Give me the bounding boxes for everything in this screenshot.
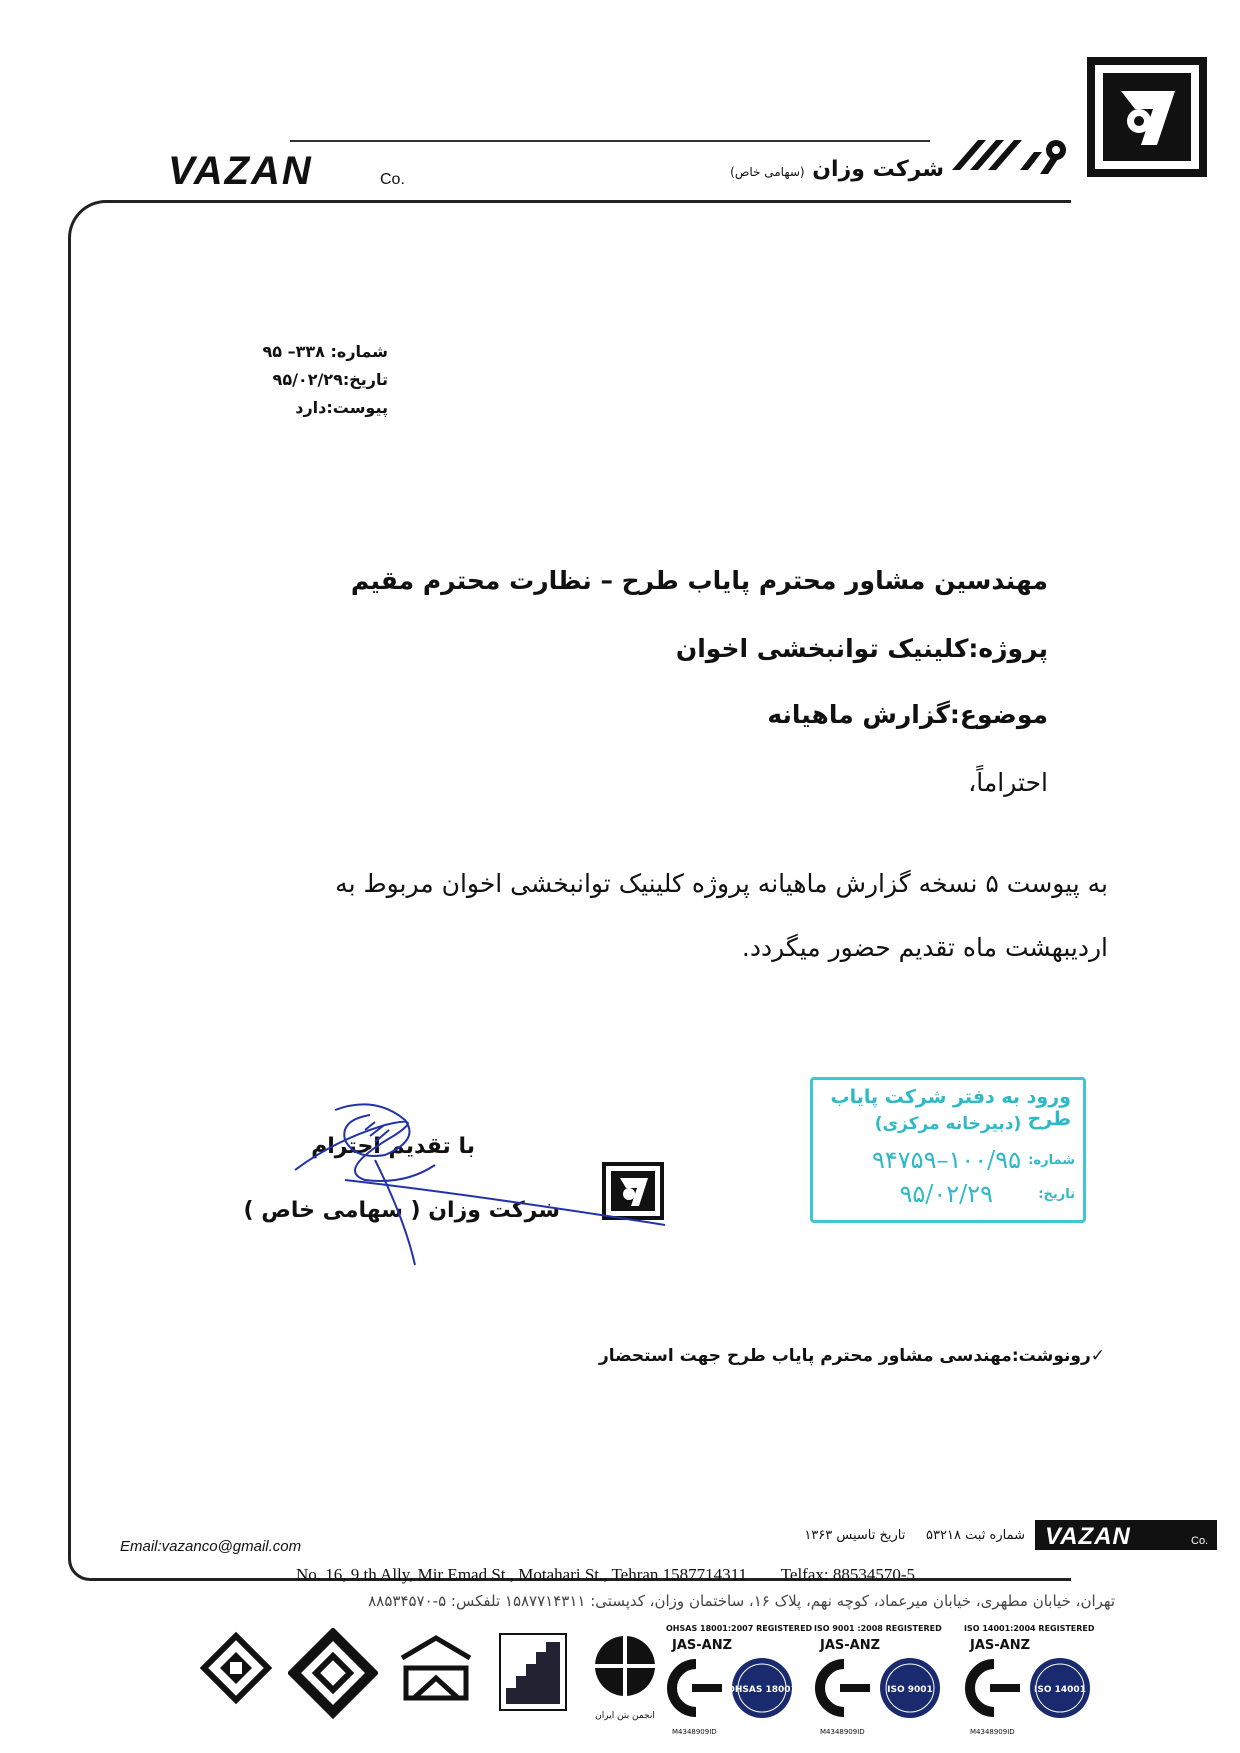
stamp-number-label: شماره: bbox=[1028, 1153, 1075, 1168]
founded-date: تاریخ تاسیس ۱۳۶۳ bbox=[804, 1528, 906, 1543]
cc-text: رونوشت:مهندسی مشاور محترم پایاب طرح جهت استحضار bbox=[599, 1346, 1091, 1366]
cert-seal-text: ISO 14001 bbox=[1034, 1685, 1086, 1695]
body-line-2: اردیبهشت ماه تقدیم حضور میگردد. bbox=[741, 933, 1108, 962]
check-mark-icon: ✓ bbox=[1090, 1346, 1105, 1366]
footer-email: Email:vazanco@gmail.com bbox=[120, 1538, 302, 1555]
cert-iso9001 bbox=[814, 1624, 954, 1738]
association-logo-1-icon bbox=[196, 1628, 276, 1728]
addressee: مهندسین مشاور محترم پایاب طرح – نظارت محترم مقیم bbox=[350, 566, 1048, 595]
cert-caption: ISO 14001:2004 REGISTERED bbox=[964, 1624, 1095, 1633]
footer-address-en bbox=[296, 1565, 915, 1585]
cert-mark: JAS-ANZ bbox=[970, 1638, 1031, 1653]
cert-caption: ISO 9001 :2008 REGISTERED bbox=[814, 1624, 942, 1633]
cert-code: M4348909ID bbox=[672, 1728, 717, 1736]
cert-seal-icon bbox=[814, 1654, 954, 1724]
certification-logos bbox=[196, 1624, 1116, 1738]
address-en: No. 16, 9 th Ally, Mir Emad St., Motahari St., Tehran 1587714311 bbox=[296, 1565, 748, 1584]
cert-seal-text: ISO 9001 bbox=[887, 1685, 933, 1695]
registration-number: شماره ثبت ۵۳۲۱۸ bbox=[926, 1528, 1025, 1543]
company-type: (سهامی خاص) bbox=[730, 165, 805, 179]
cert-code: M4348909ID bbox=[970, 1728, 1015, 1736]
cert-ohsas bbox=[666, 1624, 813, 1738]
association-logo-2-icon bbox=[288, 1628, 378, 1728]
letter-attachment: پیوست:دارد bbox=[295, 398, 388, 417]
cert-seal-text: OHSAS 18001 bbox=[727, 1685, 797, 1695]
project-line: پروژه:کلینیک توانبخشی اخوان bbox=[675, 634, 1048, 663]
letter-date: تاریخ:۹۵/۰۲/۲۹ bbox=[272, 370, 388, 389]
stamp-date-label: تاریخ: bbox=[1038, 1187, 1075, 1202]
stamp-number-value: ۱۰۰/۹۵–۹۴۷۵۹ bbox=[872, 1146, 1021, 1174]
greeting: احتراماً، bbox=[968, 768, 1048, 797]
footer-brand: VAZAN bbox=[1045, 1523, 1131, 1550]
association-logo-4-icon bbox=[496, 1628, 570, 1728]
cert-seal-icon bbox=[666, 1654, 806, 1724]
signature-company: شرکت وزان ( سهامی خاص ) bbox=[243, 1198, 560, 1223]
cert-seal-icon bbox=[964, 1654, 1104, 1724]
vazan-persian-wordmark-icon bbox=[948, 130, 1078, 180]
association-caption: انجمن بتن ایران bbox=[595, 1711, 655, 1721]
brand-latin-suffix: Co. bbox=[380, 171, 405, 188]
vazan-latin-logo-icon bbox=[168, 150, 408, 192]
stamp-subtitle: (دبیرخانه مرکزی) bbox=[874, 1114, 1022, 1134]
cert-code: M4348909ID bbox=[820, 1728, 865, 1736]
vazan-logo-icon bbox=[1087, 57, 1207, 177]
letter-number: شماره: ۳۳۸– ۹۵ bbox=[262, 342, 388, 361]
association-logo-3-icon bbox=[396, 1628, 476, 1728]
footer-registration-line bbox=[804, 1528, 1025, 1543]
body-line-1: به پیوست ۵ نسخه گزارش ماهیانه پروژه کلینیک توانبخشی اخوان مربوط به bbox=[335, 869, 1108, 898]
footer-vazan-logo-icon bbox=[1035, 1520, 1217, 1550]
telfax-en: Telfax: 88534570-5 bbox=[780, 1565, 916, 1584]
brand-latin: VAZAN bbox=[168, 150, 313, 192]
iran-concrete-association-logo-icon bbox=[590, 1628, 660, 1728]
footer-address-fa: تهران، خیابان مطهری، خیابان میرعماد، کوچه نهم، پلاک ۱۶، ساختمان وزان، کدپستی: ۱۵۸۷۷۱۴۳۱۱ تلفکس: ۵-۸۸۵۳۴۵۷۰ bbox=[368, 1592, 1115, 1610]
cc-line bbox=[599, 1346, 1105, 1366]
handwritten-signature bbox=[275, 1100, 675, 1270]
stamp-date-value: ۹۵/۰۲/۲۹ bbox=[899, 1180, 993, 1208]
stamp-title: ورود به دفتر شرکت پایاب طرح bbox=[830, 1086, 1071, 1130]
letterhead-rule bbox=[290, 140, 930, 142]
company-name bbox=[644, 157, 944, 182]
footer-brand-suffix: Co. bbox=[1191, 1535, 1209, 1547]
cert-iso14001 bbox=[964, 1624, 1104, 1738]
cert-mark: JAS-ANZ bbox=[672, 1638, 733, 1653]
letter-meta bbox=[128, 338, 388, 422]
company-name-fa: شرکت وزان bbox=[812, 157, 944, 182]
cert-mark: JAS-ANZ bbox=[820, 1638, 881, 1653]
subject-line: موضوع:گزارش ماهیانه bbox=[767, 700, 1048, 729]
received-stamp bbox=[810, 1077, 1086, 1223]
letter-body bbox=[188, 852, 1108, 980]
closing-line: با تقدیم احترام bbox=[311, 1134, 475, 1159]
cert-caption: OHSAS 18001:2007 REGISTERED bbox=[666, 1624, 813, 1633]
